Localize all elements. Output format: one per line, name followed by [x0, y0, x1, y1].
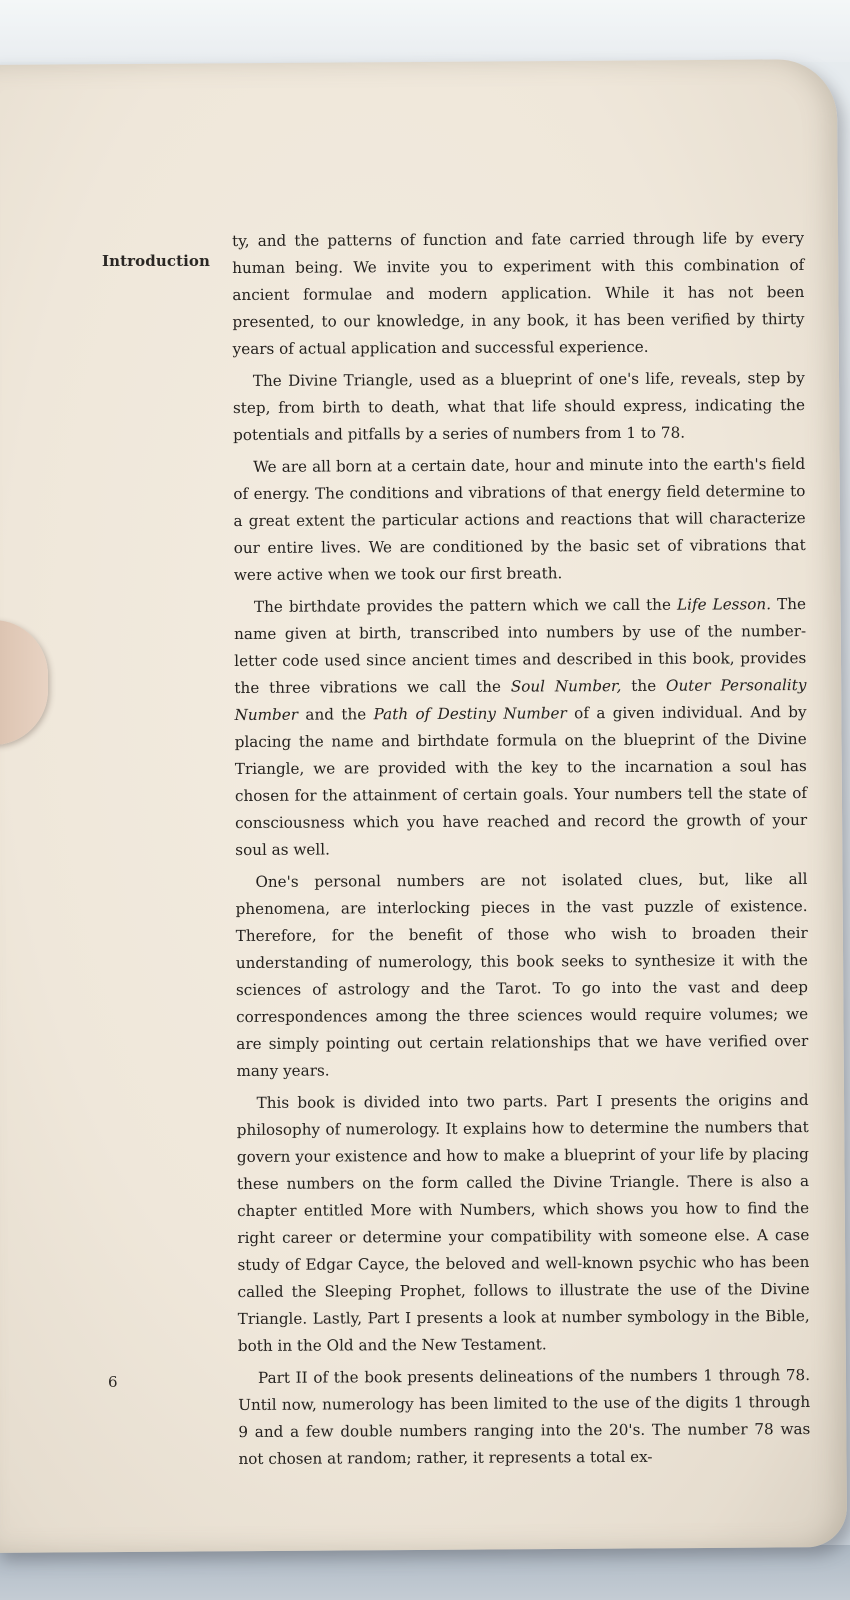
paragraph-4-text-g: and the	[297, 705, 374, 724]
section-label: Introduction	[102, 252, 211, 270]
paragraph-4	[234, 591, 807, 864]
life-lesson-term: Life Lesson.	[676, 595, 772, 614]
paragraph-6: This book is divided into two parts. Part I presents the origins and philosophy of numerology. It explains how to determine the numbers that govern your existence and how to make a blueprint of your life by placing these numbers on the form called the Divine Triangle. There is also a chapter entitled More with Numbers, which shows you how to find the right career or determine your compatibility with someone else. A case study of Edgar Cayce, the beloved and well-known psychic who has been called the Sleeping Prophet, follows to illustrate the use of the Divine Triangle. Lastly, Part I presents a look at number symbology in the Bible, both in the Old and the New Testament.	[236, 1090, 810, 1355]
paragraph-2: The Divine Triangle, used as a blueprint of one's life, reveals, step by step, from birth to death, what that life should express, indicating the potentials and pitfalls by a series of numbers from 1 to 78.	[232, 369, 805, 444]
paragraph-3: We are all born at a certain date, hour and minute into the earth's field of energy. The conditions and vibrations of that energy field determine to a great extent the particular actions and reactions that will characterize our entire lives. We are conditioned by the basic set of vibrations that were active when we took our first breath.	[233, 455, 806, 584]
background-top	[0, 0, 850, 62]
paragraph-1: ty, and the patterns of function and fate carried through life by every human being. We invite you to experiment with this combination of ancient formulae and modern application. While it has not been presented, to our knowledge, in any book, it has been verified by thirty years of actual application and successful experience.	[232, 229, 805, 358]
path-of-destiny-number-term: Path of Destiny Number	[373, 704, 567, 724]
body-text	[232, 225, 811, 1468]
background-bottom	[0, 1545, 850, 1600]
outer-personality-number-term: Outer Personality Number	[234, 675, 807, 724]
paragraph-7: Part II of the book presents delineations of the numbers 1 through 78. Until now, numerology has been limited to the use of the digits 1 through 9 and a few double numbers ranging into the 20's. The number 78 was not chosen at random; rather, it represents a total ex-	[238, 1365, 811, 1468]
paragraph-5: One's personal numbers are not isolated clues, but, like all phenomena, are interlocking pieces in the vast puzzle of existence. Therefore, for the benefit of those who wish to broaden their understanding of numerology, this book seeks to synthesize it with the sciences of astrology and the Tarot. To go into the vast and deep correspondences among the three sciences would require volumes; we are simply pointing out certain relationships that we have verified over many years.	[235, 869, 809, 1080]
paragraph-4-text-a: The birthdate provides the pattern which we call the	[253, 595, 678, 616]
paragraph-4-text-e: the	[621, 676, 667, 695]
paragraph-4-text-i: of a given individual. And by placing the name and birthdate formula on the blueprint of the Divine Triangle, we are provided with the key to the incarnation a soul has chosen for the attainment of certain goals. Your numbers tell the state of consciousness which you have reached and record the growth of your soul as well.	[234, 702, 808, 859]
paragraph-4-text-c: The name given at birth, transcribed into numbers by use of the number-letter code used since ancient times and described in this book, provides the three vibrations we call the	[234, 594, 807, 697]
soul-number-term: Soul Number,	[510, 676, 622, 696]
page-number: 6	[108, 1373, 118, 1391]
